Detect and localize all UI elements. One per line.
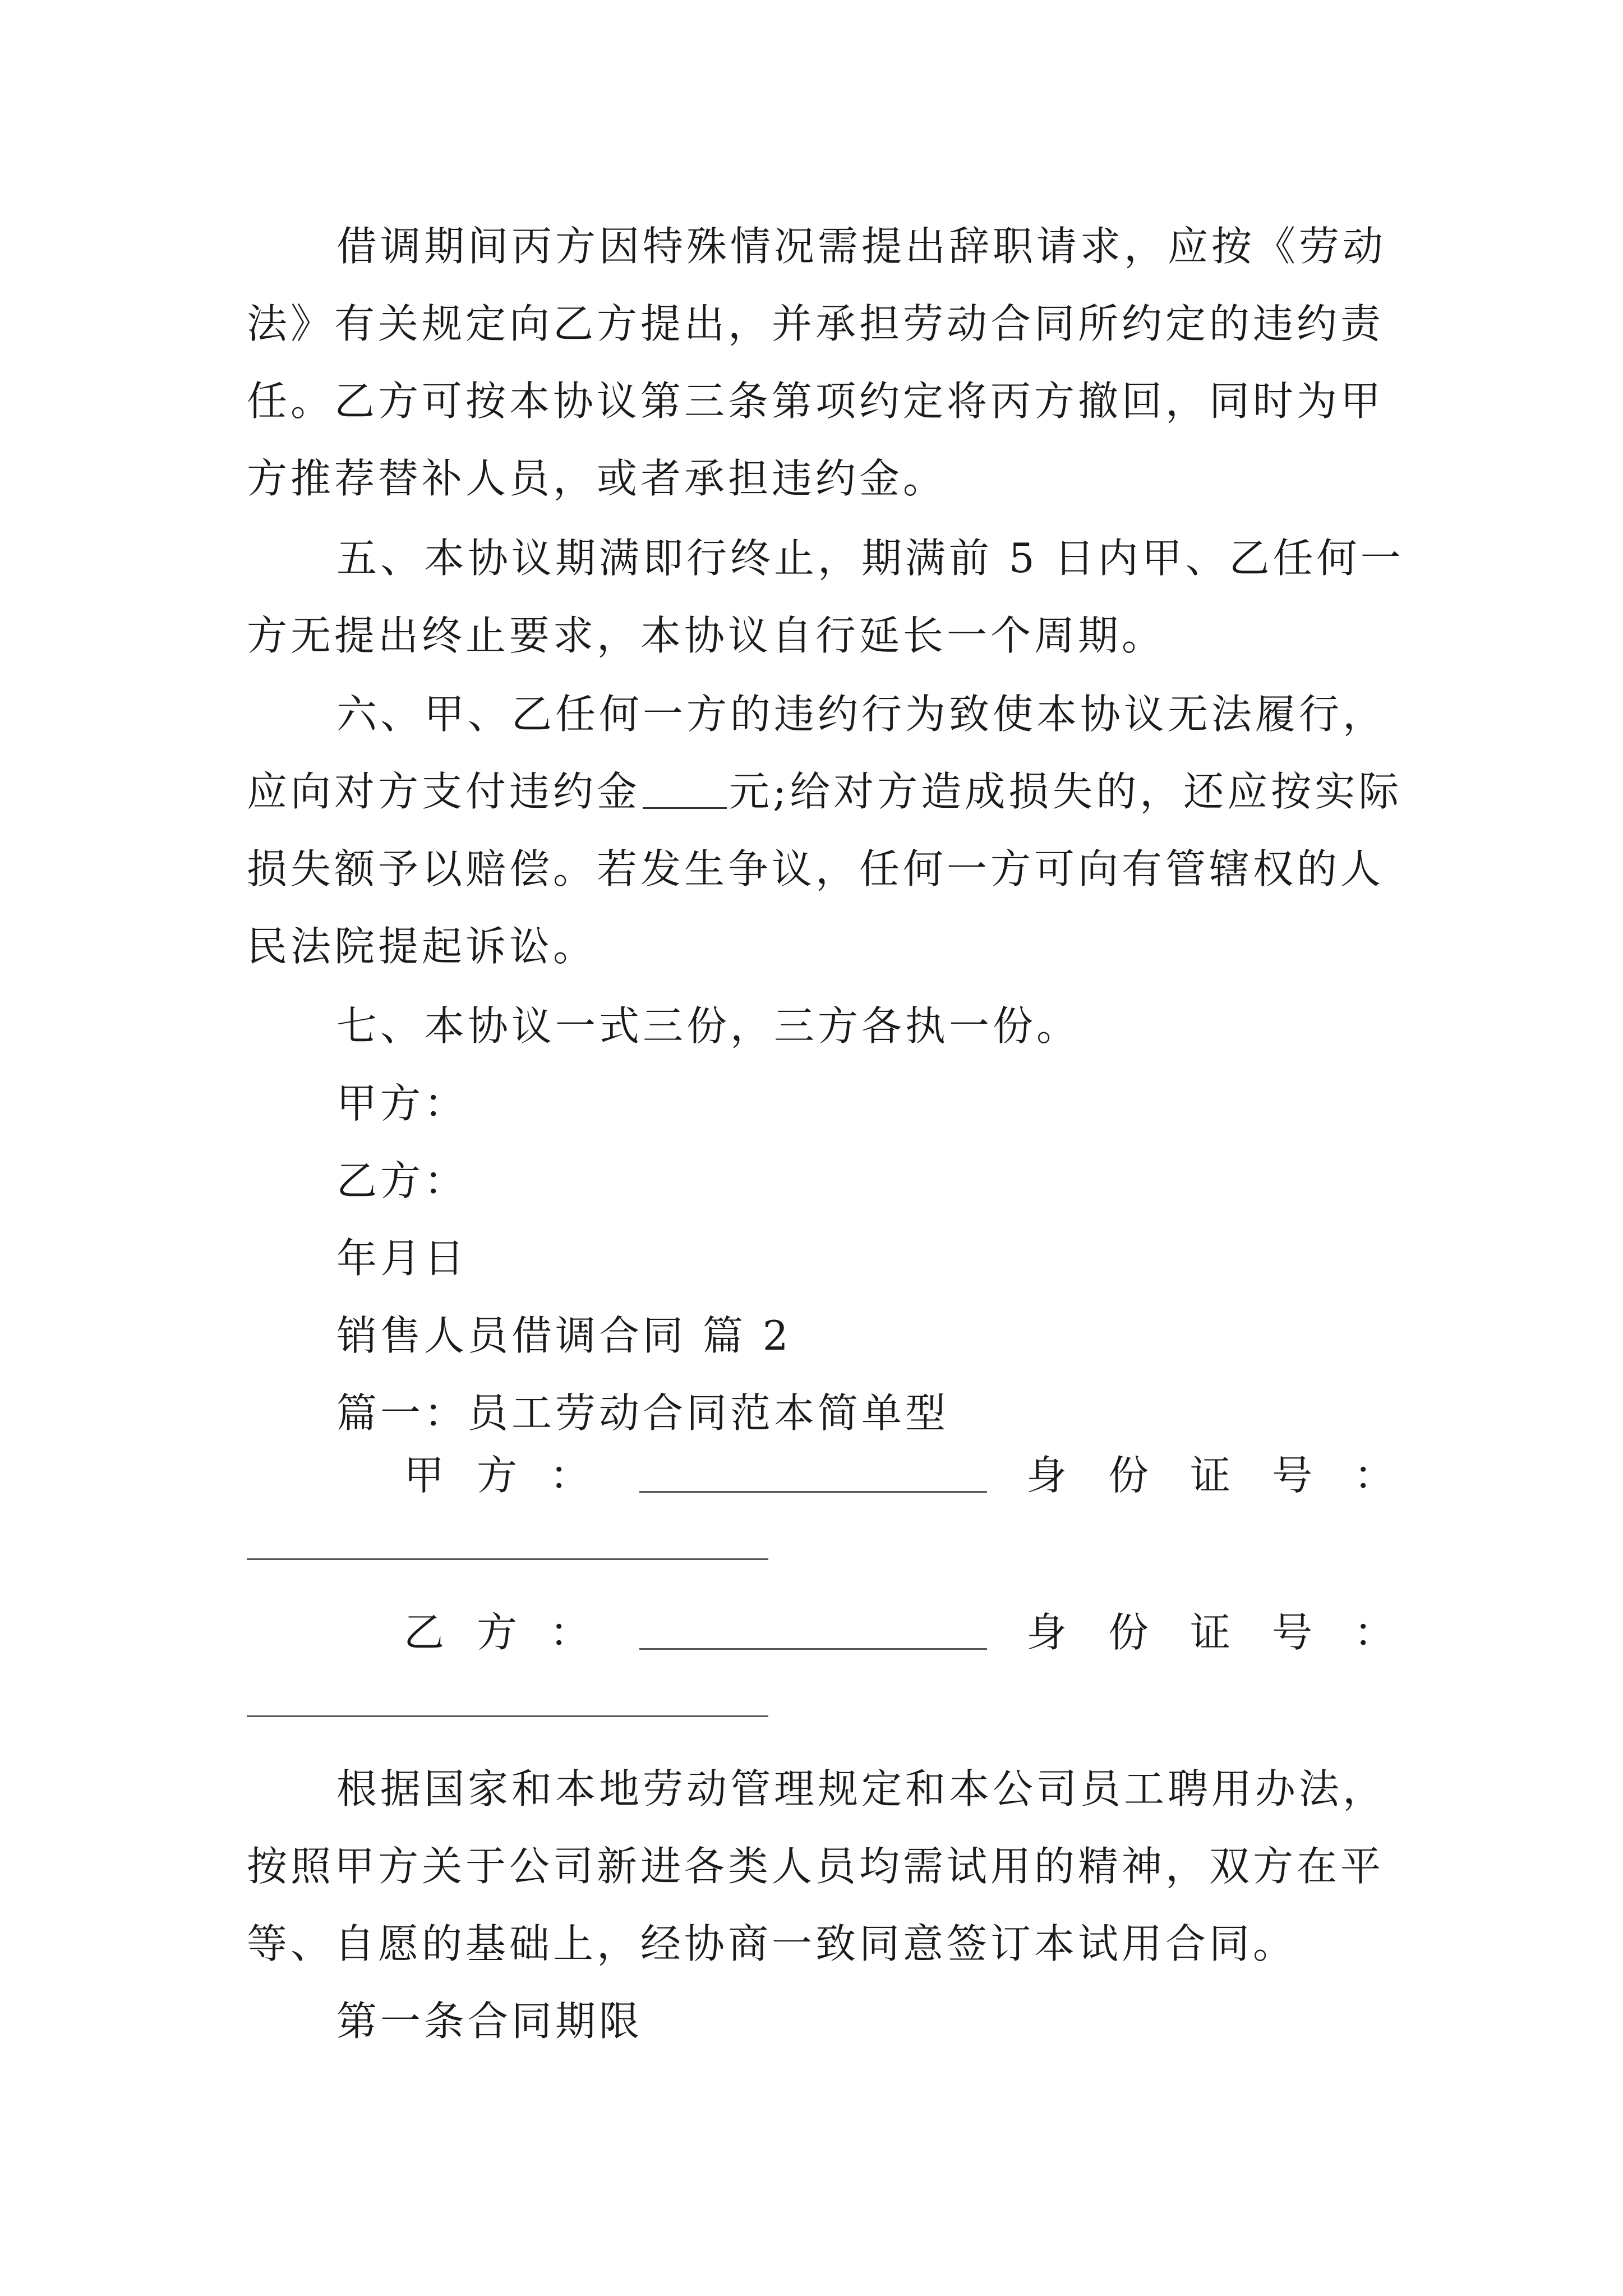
text-fragment: 元;给对方造成损失的，还应按实际 xyxy=(729,768,1403,815)
text-line: 方推荐替补人员，或者承担违约金。 xyxy=(247,455,947,502)
text-line: 方无提出终止要求，本协议自行延长一个周期。 xyxy=(247,612,1166,659)
paragraph-copies: 七、本协议一式三份，三方各执一份。 xyxy=(336,1002,1081,1050)
form-label-id-a: 身份证号： xyxy=(1026,1452,1436,1499)
form-label-party-b: 乙方： xyxy=(404,1609,623,1656)
text-line xyxy=(247,753,1403,830)
text-line: 五、本协议期满即行终止，期满前 5 日内甲、乙任何一 xyxy=(336,535,1404,582)
party-b-signature: 乙方： xyxy=(336,1157,468,1204)
text-line: 按照甲方关于公司新进各类人员均需试用的精神，双方在平 xyxy=(247,1843,1385,1890)
paragraph-term-end xyxy=(247,519,1404,674)
text-line: 损失额予以赔偿。若发生争议，任何一方可向有管辖权的人 xyxy=(247,845,1385,892)
form-row-party-b xyxy=(247,1599,1436,1666)
form-label-party-a: 甲方： xyxy=(404,1452,623,1499)
party-a-signature: 甲方： xyxy=(336,1080,468,1127)
text-line: 任。乙方可按本协议第三条第项约定将丙方撤回，同时为甲 xyxy=(247,378,1385,425)
paragraph-basis xyxy=(247,1750,1391,1982)
section-title: 销售人员借调合同 篇 2 xyxy=(336,1312,792,1359)
party-b-id-blank xyxy=(247,1715,768,1717)
date-line: 年月日 xyxy=(336,1235,468,1282)
form-row-party-a xyxy=(247,1442,1436,1509)
text-line: 根据国家和本地劳动管理规定和本公司员工聘用办法， xyxy=(336,1765,1387,1812)
party-a-name-blank xyxy=(639,1491,987,1493)
text-line: 借调期间丙方因特殊情况需提出辞职请求，应按《劳动 xyxy=(336,223,1387,270)
text-line: 法》有关规定向乙方提出，并承担劳动合同所约定的违约责 xyxy=(247,300,1385,347)
text-line: 等、自愿的基础上，经协商一致同意签订本试用合同。 xyxy=(247,1920,1297,1967)
text-fragment: 应向对方支付违约金 xyxy=(247,768,641,815)
amount-blank xyxy=(643,774,727,809)
section-subtitle: 篇一：员工劳动合同范本简单型 xyxy=(336,1389,949,1437)
party-b-name-blank xyxy=(639,1648,987,1650)
party-a-id-blank xyxy=(247,1558,768,1560)
form-label-id-b: 身份证号： xyxy=(1026,1609,1436,1656)
text-line: 六、甲、乙任何一方的违约行为致使本协议无法履行， xyxy=(336,691,1387,738)
paragraph-resignation xyxy=(247,208,1391,517)
paragraph-breach xyxy=(247,675,1403,985)
article-one-heading: 第一条合同期限 xyxy=(336,1998,643,2045)
text-line: 民法院提起诉讼。 xyxy=(247,923,597,970)
